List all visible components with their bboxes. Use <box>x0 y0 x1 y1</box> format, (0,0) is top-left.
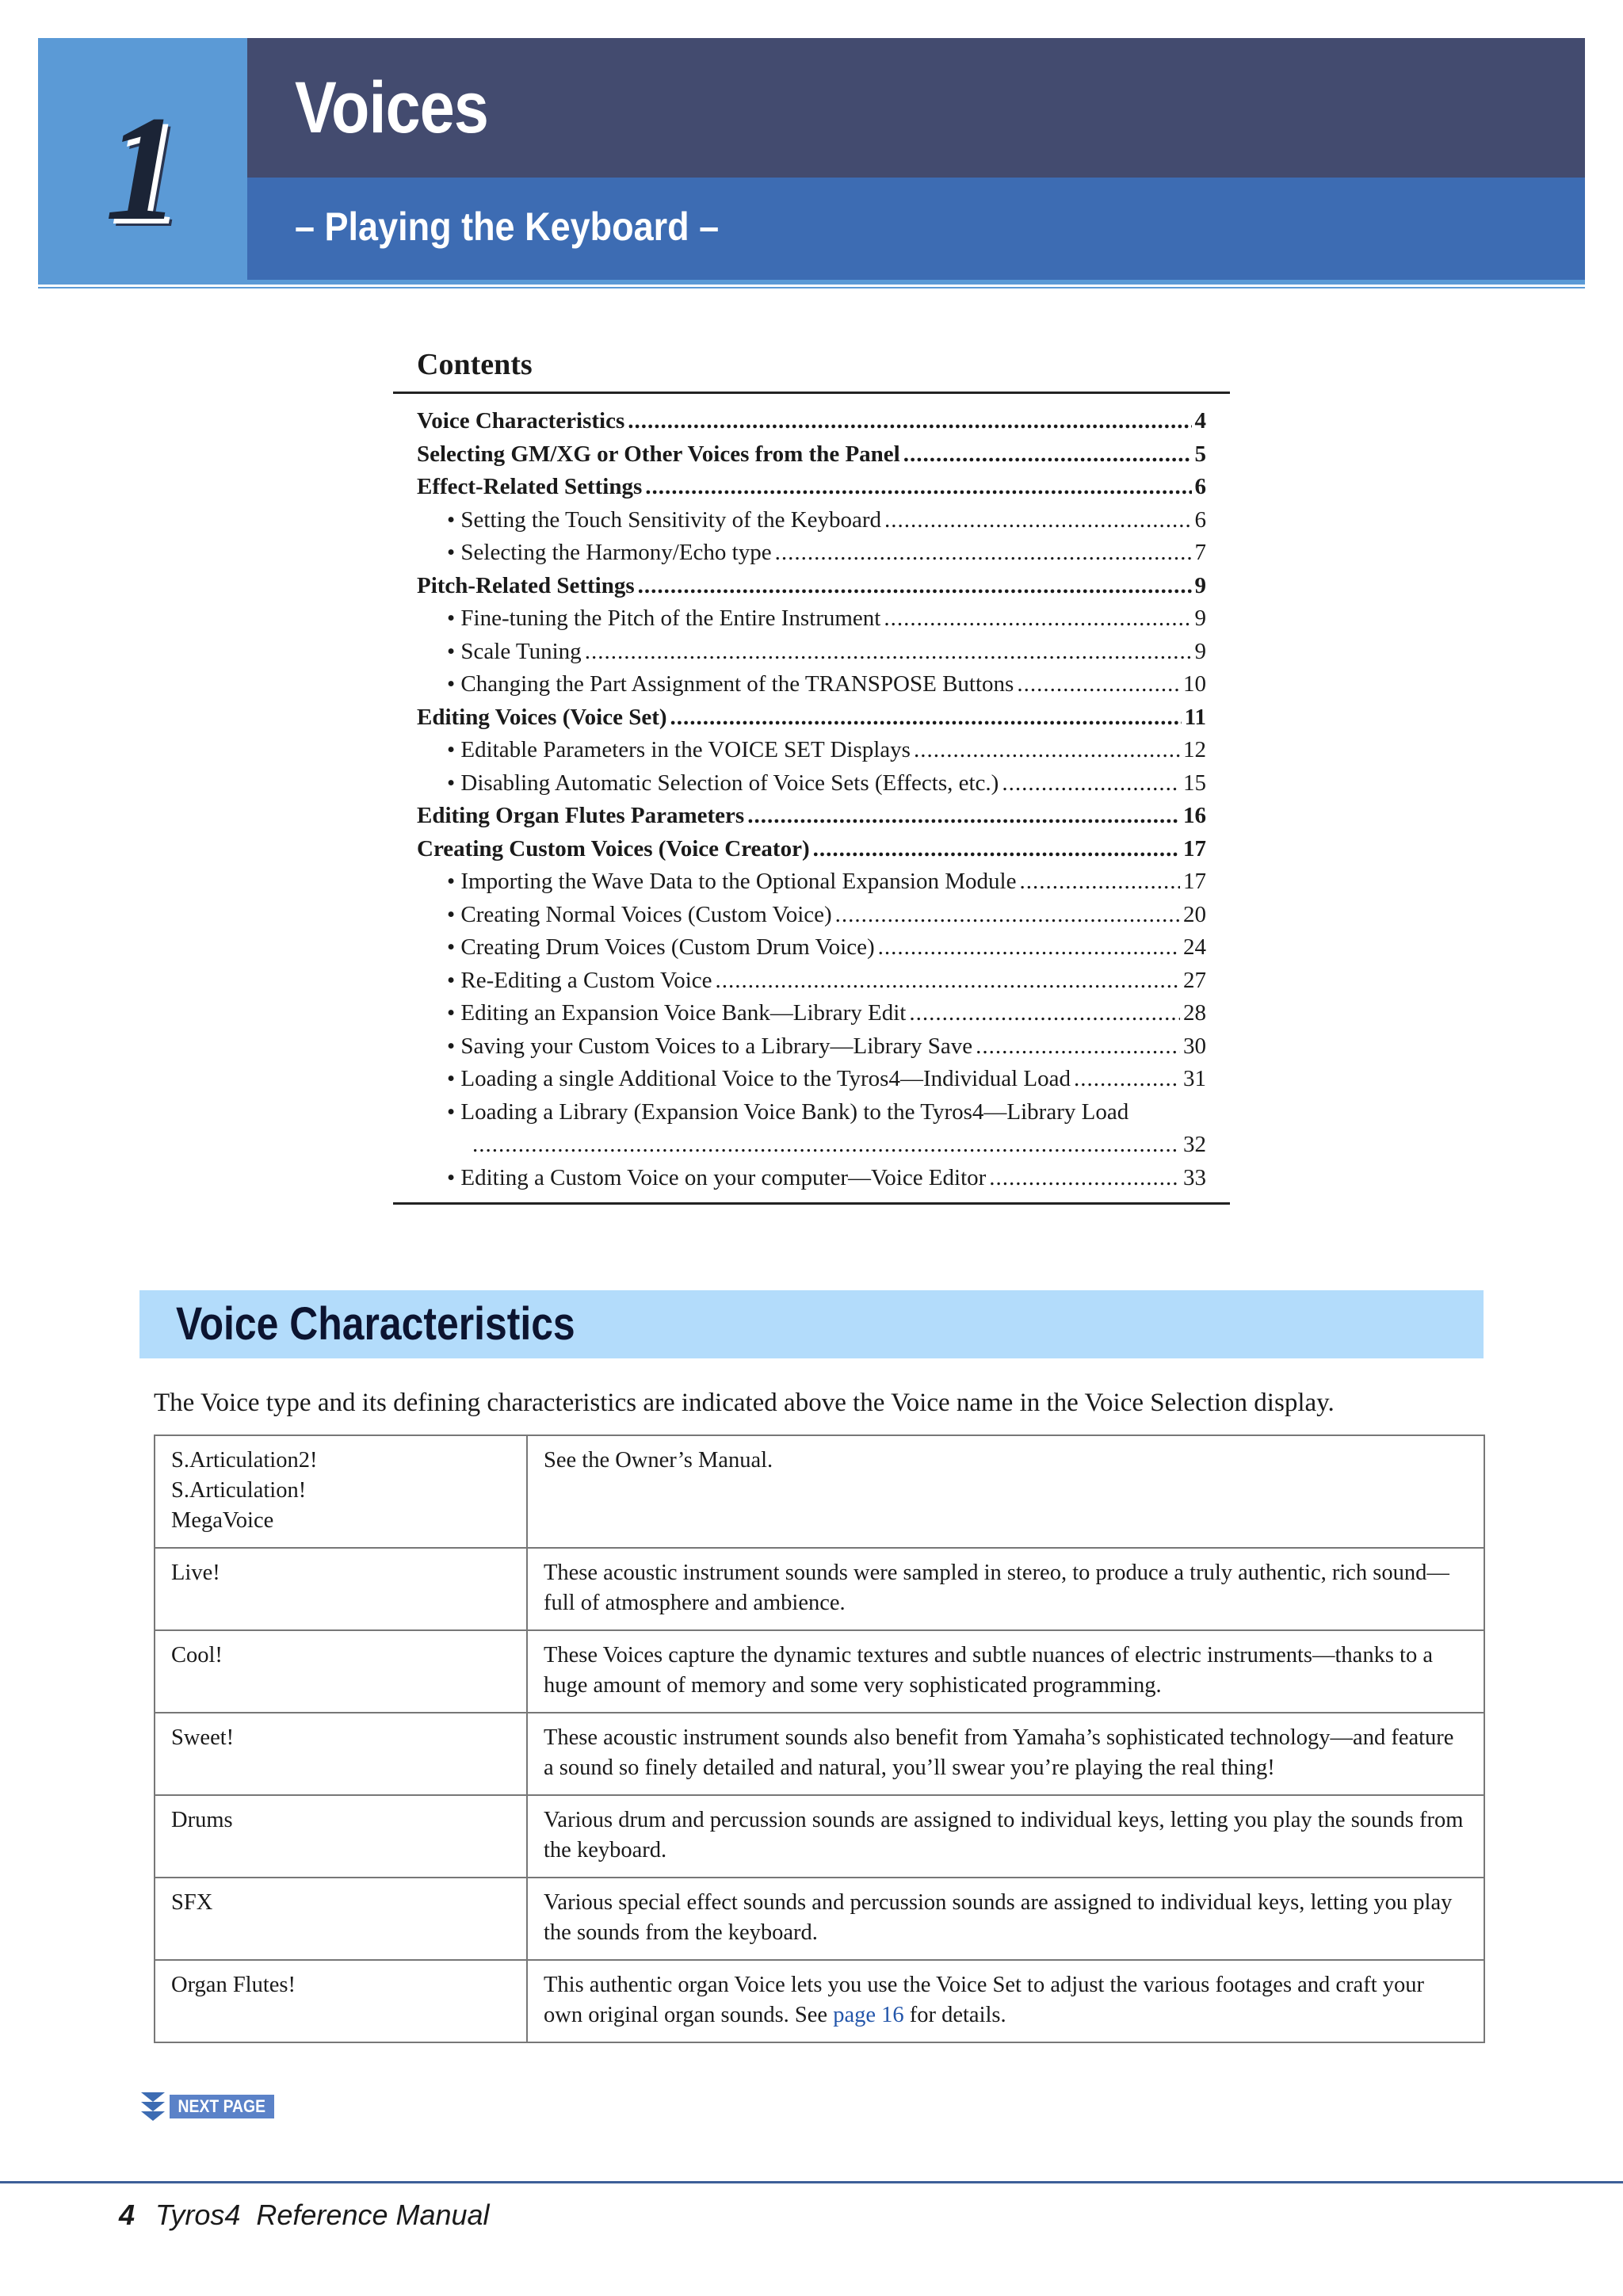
toc-entry-title: • Loading a Library (Expansion Voice Bank) to the Tyros4—Library Load <box>447 1098 1129 1125</box>
toc-entry-page: 9 <box>1194 638 1206 664</box>
toc-entry[interactable] <box>417 965 1206 998</box>
voice-type-cell: Sweet! <box>155 1713 527 1795</box>
toc-entry-page: 6 <box>1194 474 1206 499</box>
voice-description-cell: Various special effect sounds and percussion sounds are assigned to individual keys, letting you play the sounds from the keyboard. <box>527 1878 1484 1960</box>
toc-entry-title: • Selecting the Harmony/Echo type <box>447 540 772 565</box>
toc-entry-title: Editing Voices (Voice Set) <box>417 704 667 730</box>
contents-bottom-rule <box>393 1202 1230 1205</box>
toc-entry[interactable] <box>417 1129 1206 1162</box>
toc-entry-title: • Fine-tuning the Pitch of the Entire Instrument <box>447 606 881 631</box>
table-row <box>155 1548 1484 1630</box>
contents-heading: Contents <box>417 348 533 381</box>
toc-entry-page: 11 <box>1184 704 1206 730</box>
toc-entry[interactable] <box>417 405 1206 438</box>
toc-entry-page: 10 <box>1183 671 1206 697</box>
toc-leader-dots <box>472 1129 1180 1162</box>
voice-characteristics-table <box>154 1435 1485 2043</box>
page-16-link[interactable]: page 16 <box>833 2003 904 2027</box>
next-page-indicator[interactable] <box>139 2089 288 2124</box>
voice-description-cell: These Voices capture the dynamic textures and subtle nuances of electric instruments—thanks to a huge amount of memory and some very sophisticated programming. <box>527 1630 1484 1713</box>
chapter-subtitle-bar <box>247 178 1585 280</box>
toc-entry-page: 28 <box>1183 1000 1206 1026</box>
toc-entry-page: 24 <box>1183 934 1206 960</box>
toc-entry[interactable] <box>417 1096 1206 1129</box>
contents-top-rule <box>393 392 1230 394</box>
toc-leader-dots <box>976 1030 1180 1064</box>
toc-leader-dots <box>909 997 1180 1030</box>
voice-type-cell: Organ Flutes! <box>155 1960 527 2042</box>
chapter-title-bar <box>247 38 1585 178</box>
chapter-subtitle: – Playing the Keyboard – <box>295 204 720 249</box>
next-page-arrows-icon <box>139 2089 166 2124</box>
manual-title: Tyros4 Reference Manual <box>155 2199 490 2231</box>
table-row <box>155 1713 1484 1795</box>
toc-entry[interactable] <box>417 767 1206 800</box>
toc-entry[interactable] <box>417 931 1206 965</box>
toc-entry-page: 30 <box>1183 1033 1206 1059</box>
toc-leader-dots <box>1017 668 1180 701</box>
toc-entry-page: 17 <box>1183 869 1206 894</box>
section-heading-bar <box>139 1290 1484 1358</box>
toc-leader-dots <box>813 833 1180 866</box>
section-title: Voice Characteristics <box>176 1298 575 1350</box>
toc-entry-title: • Editing an Expansion Voice Bank—Library Edit <box>447 1000 907 1026</box>
page-number: 4 <box>119 2199 136 2231</box>
toc-entry-title: • Creating Normal Voices (Custom Voice) <box>447 901 832 927</box>
toc-entry-page: 15 <box>1183 770 1206 796</box>
toc-leader-dots <box>1019 865 1180 899</box>
voice-type-cell: Live! <box>155 1548 527 1630</box>
toc-entry[interactable] <box>417 471 1206 504</box>
voice-type-cell: Drums <box>155 1795 527 1878</box>
toc-entry-title: Effect-Related Settings <box>417 474 643 499</box>
toc-entry-title: Voice Characteristics <box>417 408 625 434</box>
toc-entry[interactable] <box>417 668 1206 701</box>
toc-entry[interactable] <box>417 997 1206 1030</box>
description-text: for details. <box>903 2003 1006 2027</box>
voice-description-cell: These acoustic instrument sounds were sampled in stereo, to produce a truly authentic, rich sound—full of atmosphere and ambience. <box>527 1548 1484 1630</box>
toc-leader-dots <box>585 636 1192 669</box>
toc-entry[interactable] <box>417 570 1206 603</box>
toc-entry[interactable] <box>417 701 1206 735</box>
header-divider <box>38 280 1585 285</box>
toc-entry-page: 31 <box>1183 1066 1206 1091</box>
toc-entry-page: 5 <box>1194 441 1206 467</box>
toc-entry-title: • Saving your Custom Voices to a Library—Library Save <box>447 1033 973 1059</box>
toc-leader-dots <box>884 602 1191 636</box>
toc-entry-title: • Editing a Custom Voice on your computer—Voice Editor <box>447 1164 987 1190</box>
toc-entry[interactable] <box>417 734 1206 767</box>
toc-entry-page: 20 <box>1183 901 1206 927</box>
table-row <box>155 1630 1484 1713</box>
toc-entry-title: • Scale Tuning <box>447 638 582 664</box>
toc-entry-title: Creating Custom Voices (Voice Creator) <box>417 835 810 861</box>
voice-description-cell: Various drum and percussion sounds are assigned to individual keys, letting you play the sounds from the keyboard. <box>527 1795 1484 1878</box>
toc-entry-page: 12 <box>1183 737 1206 762</box>
toc-entry[interactable] <box>417 1063 1206 1096</box>
table-row <box>155 1795 1484 1878</box>
toc-entry-title: Pitch-Related Settings <box>417 572 635 598</box>
toc-entry-title: • Setting the Touch Sensitivity of the Keyboard <box>447 506 882 533</box>
toc-entry-page: 9 <box>1194 572 1206 598</box>
toc-entry[interactable] <box>417 602 1206 636</box>
toc-entry-page: 16 <box>1183 803 1206 828</box>
voice-description-cell: These acoustic instrument sounds also benefit from Yamaha’s sophisticated technology—and feature a sound so finely detailed and natural, you’ll swear you’re playing the real thing! <box>527 1713 1484 1795</box>
voice-description-cell <box>527 1960 1484 2042</box>
description-text: This authentic organ Voice lets you use the Voice Set to adjust the various footages and craft your own original organ sounds. See <box>544 1973 1424 2027</box>
toc-entry-title: • Disabling Automatic Selection of Voice Sets (Effects, etc.) <box>447 770 999 796</box>
toc-entry[interactable] <box>417 865 1206 899</box>
toc-entry[interactable] <box>417 1162 1206 1195</box>
header-divider-thin <box>38 287 1585 288</box>
voice-type-cell: S.Articulation2! S.Articulation! MegaVoice <box>155 1435 527 1548</box>
voice-type-cell: Cool! <box>155 1630 527 1713</box>
toc-entry-title: • Changing the Part Assignment of the TRANSPOSE Buttons <box>447 671 1014 697</box>
toc-entry[interactable] <box>417 1030 1206 1064</box>
page-footer <box>119 2194 490 2237</box>
toc-leader-dots <box>638 570 1192 603</box>
toc-entry-page: 4 <box>1194 408 1206 434</box>
toc-leader-dots <box>1002 767 1180 800</box>
toc-entry[interactable] <box>417 899 1206 932</box>
table-of-contents <box>393 342 1230 1205</box>
toc-entry-page: 32 <box>1183 1132 1206 1157</box>
toc-entry-page: 27 <box>1183 967 1206 993</box>
toc-entry[interactable] <box>417 504 1206 537</box>
section-intro: The Voice type and its defining characteristics are indicated above the Voice name in the Voice Selection display. <box>154 1389 1335 1417</box>
toc-leader-dots <box>914 734 1180 767</box>
toc-leader-dots <box>903 438 1192 472</box>
toc-leader-dots <box>835 899 1180 932</box>
toc-entry[interactable] <box>417 636 1206 669</box>
chapter-title: Voices <box>295 67 489 148</box>
toc-entry[interactable] <box>417 438 1206 472</box>
toc-entry-page: 33 <box>1183 1164 1206 1190</box>
toc-entry[interactable] <box>417 833 1206 866</box>
toc-entry[interactable] <box>417 800 1206 833</box>
table-row <box>155 1878 1484 1960</box>
next-page-label: NEXT PAGE <box>170 2095 274 2118</box>
toc-entry-title: • Importing the Wave Data to the Optional Expansion Module <box>447 869 1017 894</box>
toc-list <box>393 405 1230 1194</box>
toc-entry-page: 6 <box>1194 506 1206 533</box>
toc-leader-dots <box>628 405 1191 438</box>
chapter-number-block <box>38 38 247 280</box>
toc-leader-dots <box>775 537 1192 570</box>
toc-leader-dots <box>989 1162 1180 1195</box>
toc-entry-title: Editing Organ Flutes Parameters <box>417 803 745 828</box>
voice-type-cell: SFX <box>155 1878 527 1960</box>
toc-entry-title: • Editable Parameters in the VOICE SET Displays <box>447 737 911 762</box>
toc-entry-title: • Loading a single Additional Voice to the Tyros4—Individual Load <box>447 1066 1071 1091</box>
toc-leader-dots <box>747 800 1180 833</box>
toc-entry-title: Selecting GM/XG or Other Voices from the Panel <box>417 441 900 467</box>
toc-leader-dots <box>878 931 1180 965</box>
toc-entry-page: 17 <box>1183 835 1206 861</box>
toc-leader-dots <box>716 965 1180 998</box>
table-row <box>155 1960 1484 2042</box>
toc-leader-dots <box>1074 1063 1180 1096</box>
table-row <box>155 1435 1484 1548</box>
toc-leader-dots <box>670 701 1182 735</box>
footer-rule <box>0 2181 1623 2183</box>
toc-leader-dots <box>884 504 1191 537</box>
toc-entry-page: 9 <box>1194 606 1206 631</box>
toc-entry-page: 7 <box>1194 540 1206 565</box>
toc-entry-title: • Creating Drum Voices (Custom Drum Voice) <box>447 934 875 960</box>
toc-leader-dots <box>645 471 1191 504</box>
toc-entry[interactable] <box>417 537 1206 570</box>
toc-entry-title: • Re-Editing a Custom Voice <box>447 967 712 993</box>
chapter-number: 1 <box>105 86 181 252</box>
voice-description-cell: See the Owner’s Manual. <box>527 1435 1484 1548</box>
